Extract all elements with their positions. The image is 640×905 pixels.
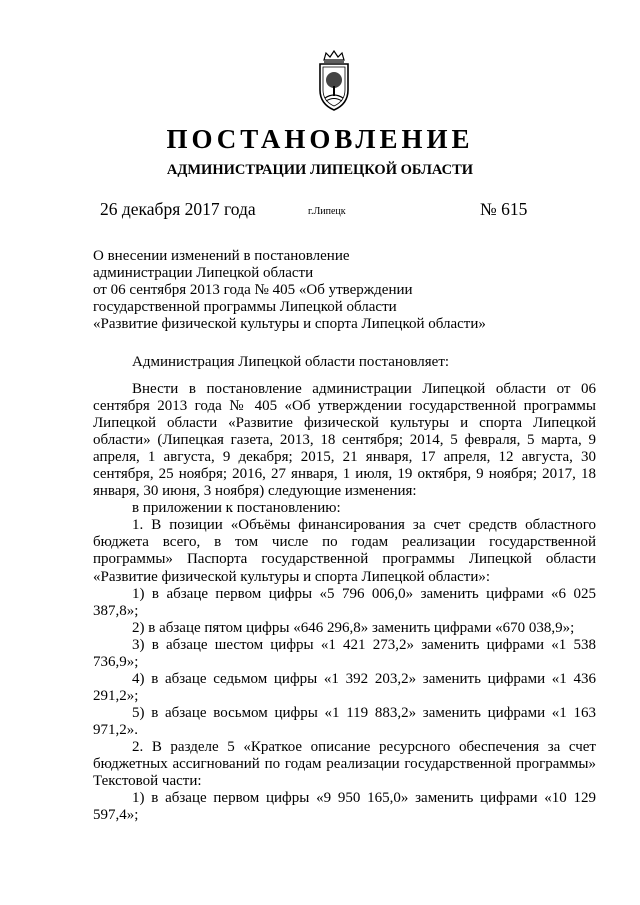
body-paragraph: 4) в абзаце седьмом цифры «1 392 203,2» заменить цифрами «1 436 291,2»; [93, 670, 596, 704]
issuing-authority: АДМИНИСТРАЦИИ ЛИПЕЦКОЙ ОБЛАСТИ [166, 162, 474, 178]
body-paragraph: 1) в абзаце первом цифры «9 950 165,0» заменить цифрами «10 129 597,4»; [93, 790, 596, 824]
document-heading [93, 248, 613, 333]
document-title: ПОСТАНОВЛЕНИЕ [166, 124, 474, 154]
document-date: 26 декабря 2017 года [100, 199, 256, 219]
heading-line: «Развитие физической культуры и спорта Липецкой области» [93, 316, 486, 332]
document-body [93, 381, 596, 824]
coat-of-arms-icon [312, 50, 356, 112]
heading-line: администрации Липецкой области [93, 265, 314, 281]
heading-line: от 06 сентября 2013 года № 405 «Об утверждении [93, 282, 413, 298]
body-paragraph: 2. В разделе 5 «Краткое описание ресурсного обеспечения за счет бюджетных ассигнований по годам реализации государственной программы» Текстовой части: [93, 738, 596, 790]
body-paragraph: Внести в постановление администрации Липецкой области от 06 сентября 2013 года № 405 «Об утверждении государственной программы Липецкой области «Развитие физической культуры и спорта Липецкой области» (Липецкая газета, 2013, 18 сентября; 2014, 5 февраля, 5 марта, 9 апреля, 1 августа, 9 декабря; 2015, 21 января, 17 апреля, 12 августа, 30 сентября, 25 ноября; 2016, 27 января, 1 июля, 19 октября, 9 ноября; 2017, 18 января, 30 июня, 3 ноября) следующие изменения: [93, 381, 596, 500]
body-paragraph: 1. В позиции «Объёмы финансирования за счет средств областного бюджета всего, в том числе по годам реализации государственной программы» Паспорта государственной программы Липецкой области «Развитие физической культуры и спорта Липецкой области»: [93, 517, 596, 585]
body-paragraph: 3) в абзаце шестом цифры «1 421 273,2» заменить цифрами «1 538 736,9»; [93, 636, 596, 670]
body-paragraph: 5) в абзаце восьмом цифры «1 119 883,2» заменить цифрами «1 163 971,2». [93, 704, 596, 738]
body-paragraph: в приложении к постановлению: [132, 500, 341, 517]
document-number: № 615 [480, 199, 528, 219]
heading-line: государственной программы Липецкой области [93, 299, 397, 315]
body-paragraph: 2) в абзаце пятом цифры «646 296,8» заменить цифрами «670 038,9»; [132, 619, 575, 636]
heading-line: О внесении изменений в постановление [93, 248, 350, 264]
resolution-intro: Администрация Липецкой области постановляет: [132, 354, 450, 370]
document-city: г.Липецк [308, 206, 346, 217]
body-paragraph: 1) в абзаце первом цифры «5 796 006,0» заменить цифрами «6 025 387,8»; [93, 585, 596, 619]
